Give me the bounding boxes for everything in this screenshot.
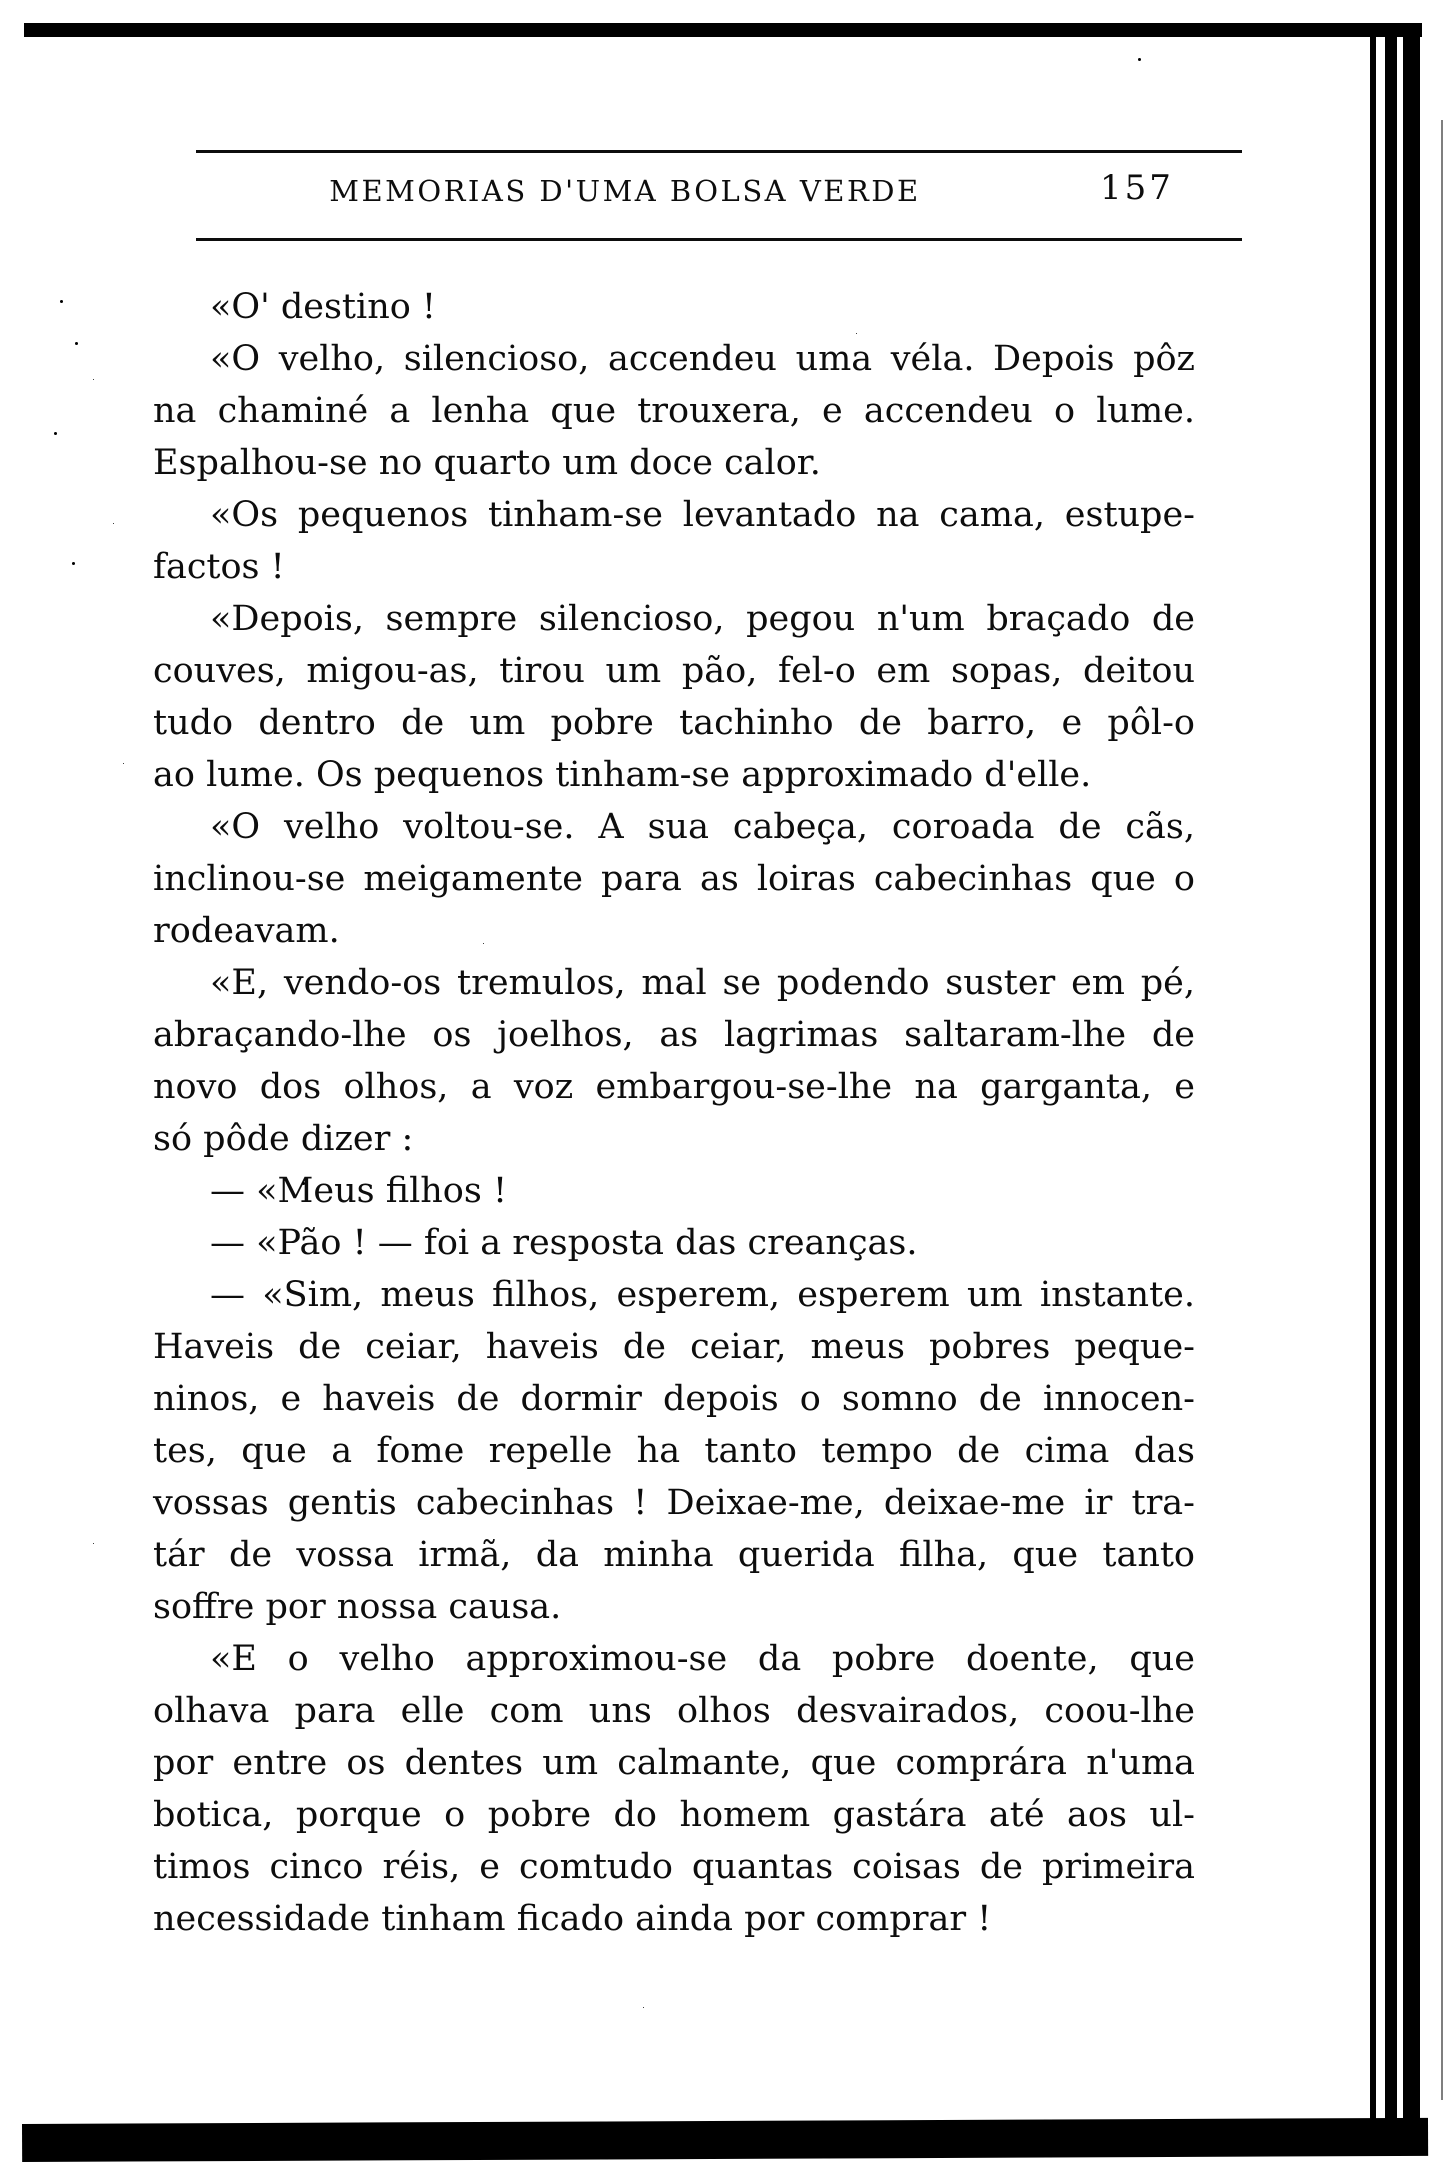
- text-line: factos !: [153, 547, 285, 587]
- scan-specks: [60, 300, 63, 303]
- text-line: inclinou-se meigamente para as loiras cabecinhas que o: [153, 859, 1195, 899]
- text-line: — «Pão ! — foi a resposta das creanças.: [210, 1223, 918, 1263]
- text-line: Haveis de ceiar, haveis de ceiar, meus pobres peque-: [153, 1327, 1195, 1367]
- text-line: necessidade tinham ficado ainda por comprar !: [153, 1899, 992, 1939]
- text-line: tes, que a fome repelle ha tanto tempo de cima das: [153, 1431, 1195, 1471]
- scan-right-edge-line: [1441, 120, 1443, 2100]
- text-line: botica, porque o pobre do homem gastára até aos ul-: [153, 1795, 1195, 1835]
- text-line: tudo dentro de um pobre tachinho de barro, e pôl-o: [153, 703, 1195, 743]
- text-line: rodeavam.: [153, 911, 340, 951]
- page-number: 157: [1100, 168, 1174, 208]
- text-line: «Depois, sempre silencioso, pegou n'um braçado de: [210, 599, 1195, 639]
- running-header-title: MEMORIAS D'UMA BOLSA VERDE: [329, 174, 921, 208]
- header-rule-top: [196, 150, 1242, 153]
- text-line: «Os pequenos tinham-se levantado na cama, estupe-: [210, 495, 1195, 535]
- text-line: couves, migou-as, tirou um pão, fel-o em sopas, deitou: [153, 651, 1195, 691]
- text-line: Espalhou-se no quarto um doce calor.: [153, 443, 821, 483]
- text-line: ninos, e haveis de dormir depois o somno de innocen-: [153, 1379, 1195, 1419]
- text-line: «E o velho approximou-se da pobre doente, que: [210, 1639, 1195, 1679]
- text-line: ao lume. Os pequenos tinham-se approximado d'elle.: [153, 755, 1092, 795]
- text-line: abraçando-lhe os joelhos, as lagrimas saltaram-lhe de: [153, 1015, 1195, 1055]
- text-line: novo dos olhos, a voz embargou-se-lhe na garganta, e: [153, 1067, 1195, 1107]
- text-line: — «Meus filhos !: [210, 1171, 508, 1211]
- header-rule-bottom: [196, 238, 1242, 241]
- text-line: «O velho, silencioso, accendeu uma véla. Depois pôz: [210, 339, 1195, 379]
- text-line: vossas gentis cabecinhas ! Deixae-me, deixae-me ir tra-: [153, 1483, 1195, 1523]
- page-text: [153, 281, 1195, 1945]
- text-line: — «Sim, meus filhos, esperem, esperem um instante.: [210, 1275, 1195, 1315]
- text-line: na chaminé a lenha que trouxera, e accendeu o lume.: [153, 391, 1195, 431]
- text-line: timos cinco réis, e comtudo quantas coisas de primeira: [153, 1847, 1195, 1887]
- text-line: por entre os dentes um calmante, que comprára n'uma: [153, 1743, 1195, 1783]
- text-line: «O' destino !: [210, 287, 436, 327]
- binding-line: [1385, 32, 1397, 2132]
- text-line: «O velho voltou-se. A sua cabeça, coroada de cãs,: [210, 807, 1195, 847]
- text-line: só pôde dizer :: [153, 1119, 414, 1159]
- text-line: «E, vendo-os tremulos, mal se podendo suster em pé,: [210, 963, 1195, 1003]
- binding-line: [1403, 30, 1420, 2134]
- scan-bottom-edge-bar: [22, 2118, 1428, 2162]
- text-line: olhava para elle com uns olhos desvairados, coou-lhe: [153, 1691, 1195, 1731]
- text-line: soffre por nossa causa.: [153, 1587, 562, 1627]
- text-line: tár de vossa irmã, da minha querida filha, que tanto: [153, 1535, 1195, 1575]
- binding-line: [1370, 32, 1376, 2132]
- scan-top-edge-bar: [24, 21, 1422, 37]
